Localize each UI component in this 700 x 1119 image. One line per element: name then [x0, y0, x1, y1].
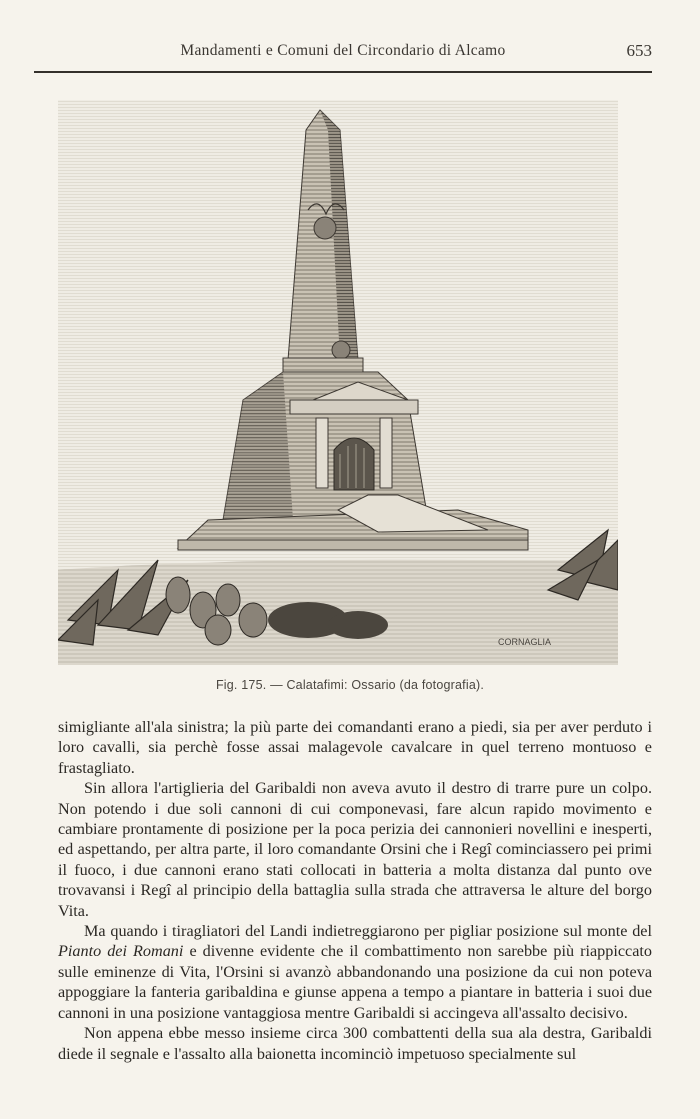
page-number: 653 [626, 41, 652, 60]
paragraph-3-start: Ma quando i tiragliatori del Landi indietreggiarono per pigliar posizione sul monte del [84, 922, 652, 941]
paragraph-3-end: e divenne evidente che il combattimento non sarebbe più riappiccato sulle eminenze di Vita, l'Orsini si avanzò abbandonando una posizione da cui non poteva appoggiare la fanteria garibaldina e giunse appena a tempo a piantare in batteria i suoi due cannoni in una posizione vantaggiosa mentre Garibaldi si accingeva all'assalto decisivo. [58, 942, 653, 1022]
body-text [58, 717, 652, 1064]
place-name-italic: Pianto dei Romani [58, 942, 184, 961]
page-header [34, 38, 652, 74]
paragraph-3 [58, 921, 652, 1023]
paragraph-1: simigliante all'ala sinistra; la più parte dei comandanti erano a piedi, sia per aver perduto i loro cavalli, sia perchè fosse assai malagevole cavalcare in quel terreno montuoso e frastagliato. [58, 718, 652, 777]
paragraph-2: Sin allora l'artiglieria del Garibaldi non aveva avuto il destro di trarre pure un colpo. Non potendo i due soli cannoni di cui componevasi, fare alcun rapido movimento e cambiare prontamente di posizione per la poca perizia dei cannonieri novellini e inesperti, ed aspettando, per altra parte, il loro comandante Orsini che i Regî cominciassero pei primi il fuoco, i due cannoni erano stati collocati in batteria a molta distanza dal punto ove trovavansi i Regî al principio della battaglia sulla strada che attraversa le alture del borgo Vita. [58, 779, 652, 920]
figure-caption: Fig. 175. — Calatafimi: Ossario (da fotografia). [215, 678, 485, 692]
paragraph-4: Non appena ebbe messo insieme circa 300 combattenti della sua ala destra, Garibaldi diede il segnale e l'assalto alla baionetta incominciò impetuoso specialmente sul [58, 1024, 652, 1063]
header-rule [34, 71, 652, 73]
ossuary-engraving [58, 100, 618, 665]
artist-signature: CORNAGLIA [498, 637, 552, 647]
running-title: Mandamenti e Comuni del Circondario di Alcamo [180, 42, 506, 59]
